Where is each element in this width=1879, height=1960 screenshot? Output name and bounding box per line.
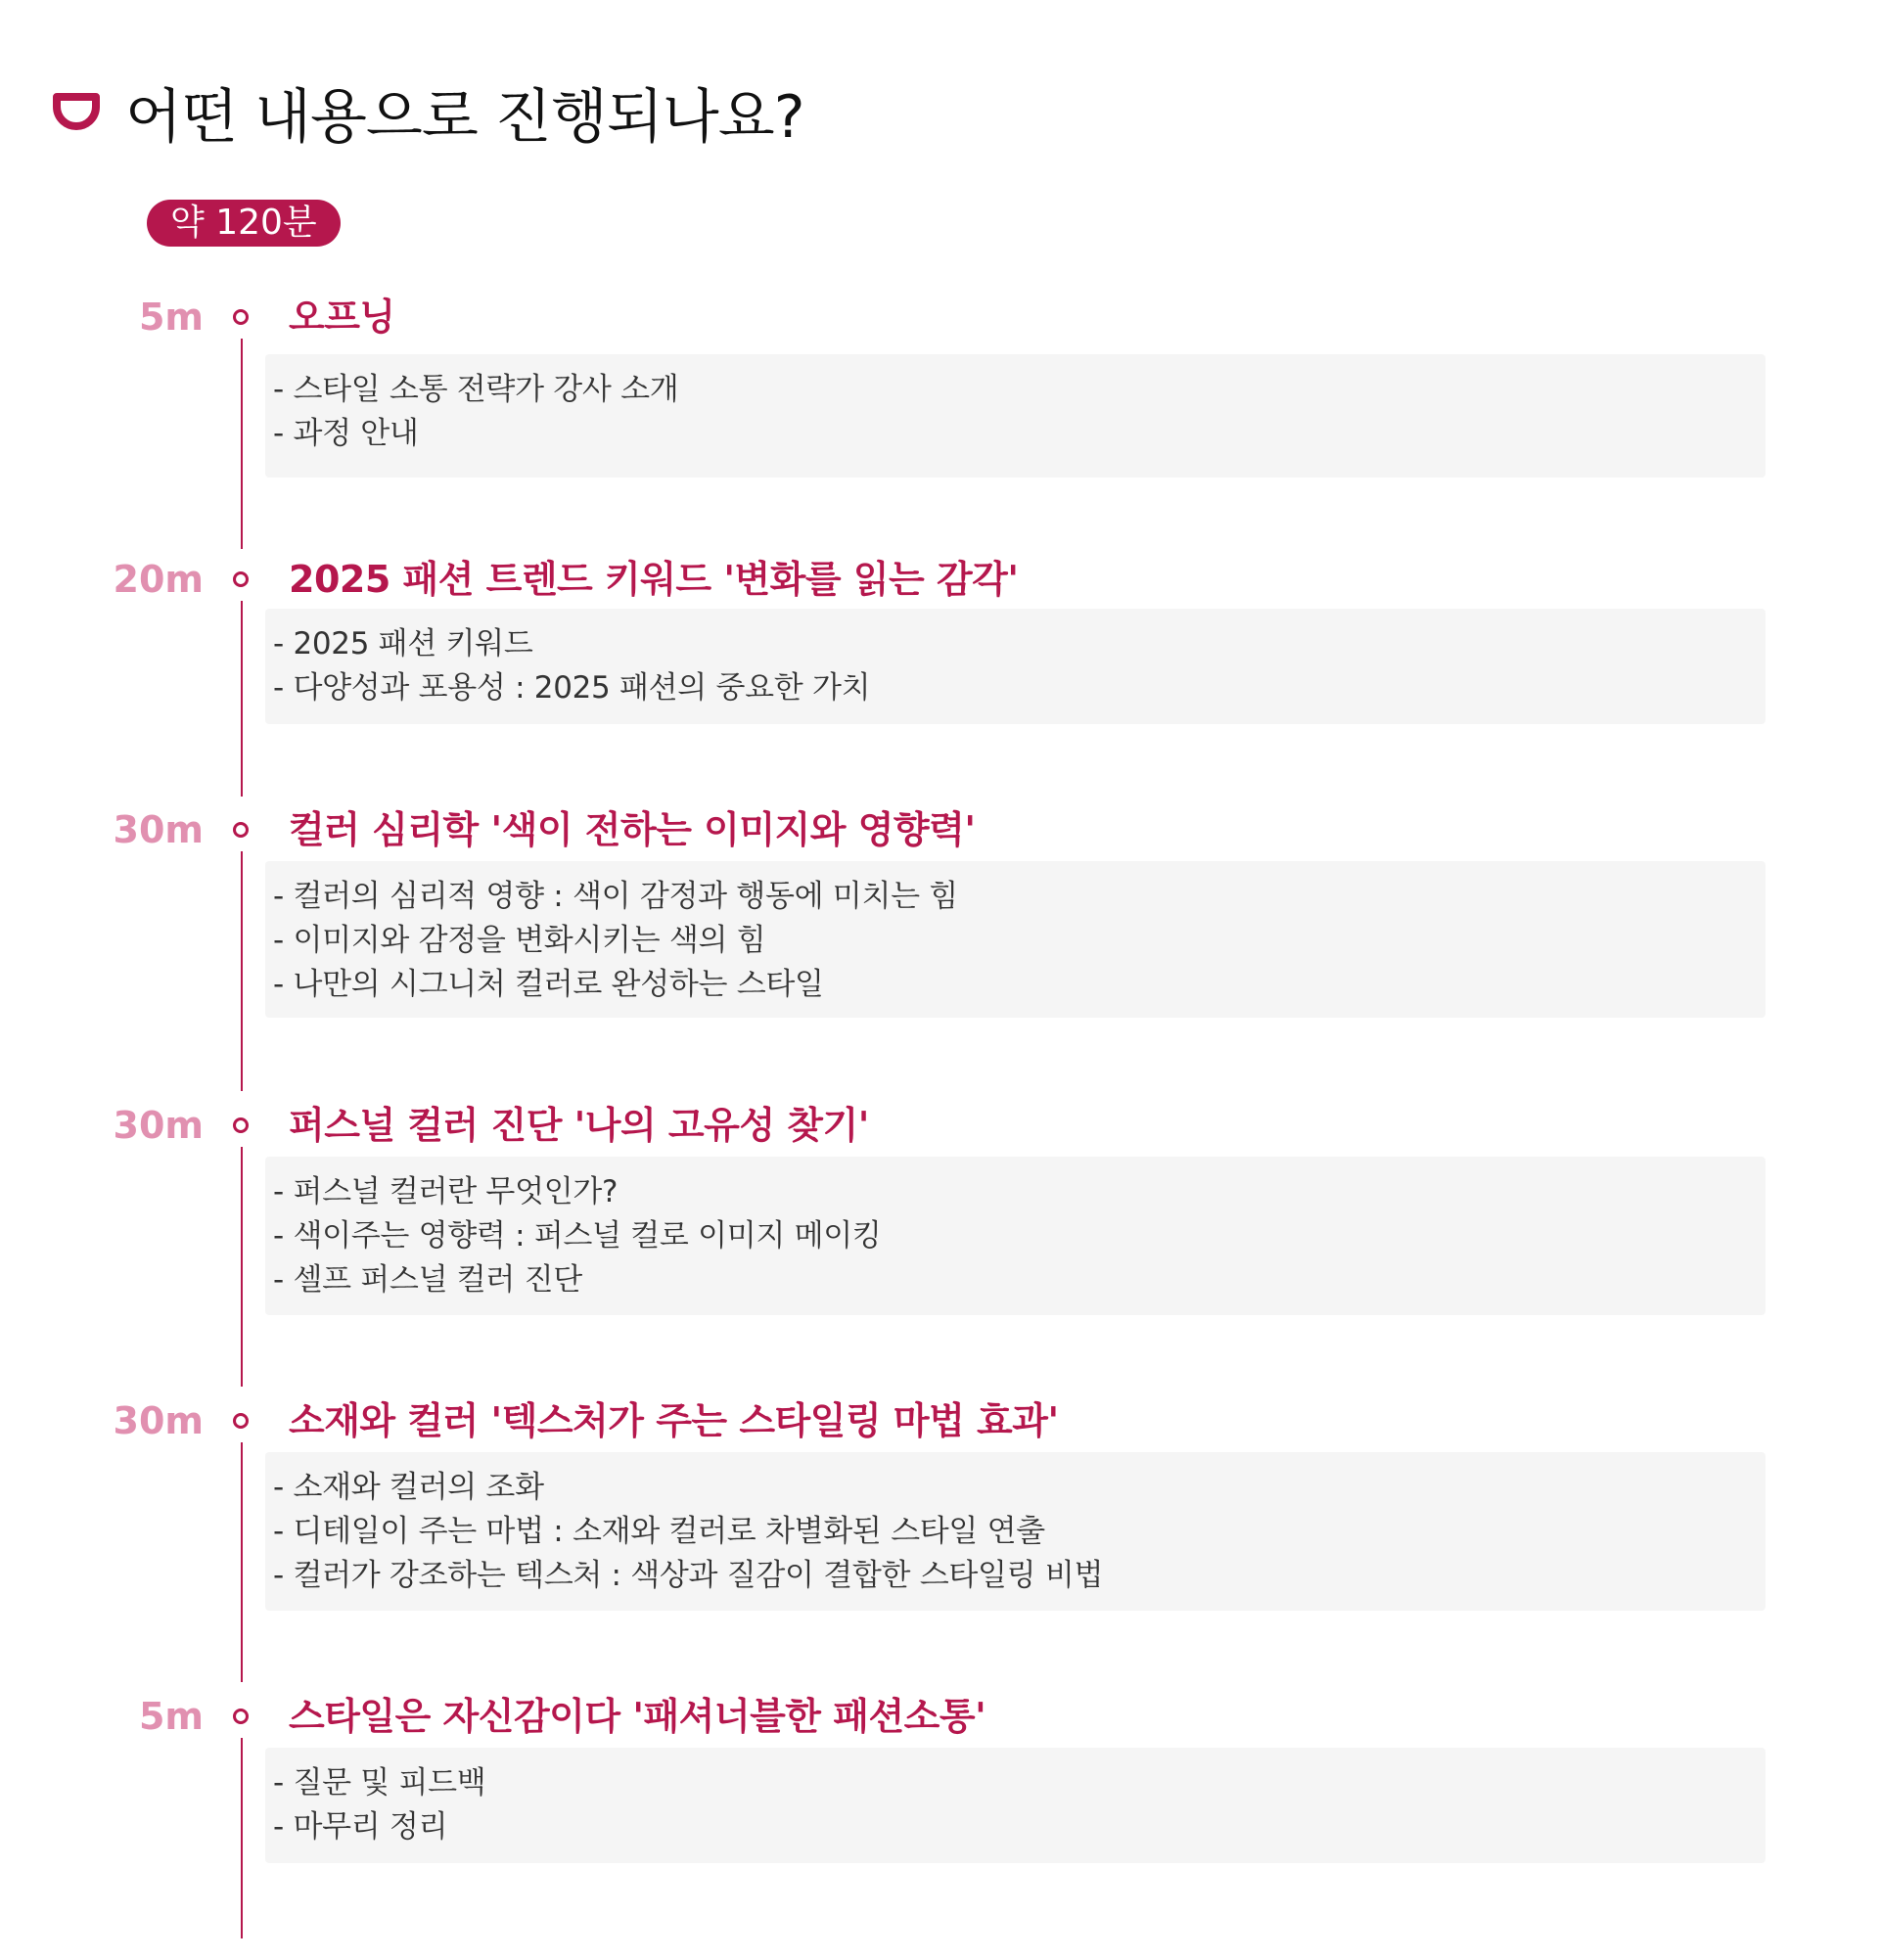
timeline-line — [241, 1147, 243, 1387]
timeline-dot-icon — [233, 309, 249, 325]
timeline-dot-icon — [233, 1413, 249, 1429]
list-item: - 2025 패션 키워드 — [273, 626, 533, 661]
list-item: - 디테일이 주는 마법 : 소재와 컬러로 차별화된 스타일 연출 — [273, 1514, 1045, 1549]
brand-logo-icon — [49, 85, 104, 140]
timeline-dot-icon — [233, 1117, 249, 1133]
section-title: 스타일은 자신감이다 '패셔너블한 패션소통' — [289, 1695, 986, 1738]
timeline-line — [241, 601, 243, 797]
section-content-box — [265, 861, 1765, 1018]
timeline-dot-icon — [233, 571, 249, 587]
list-item: - 색이주는 영향력 : 퍼스널 컬로 이미지 메이킹 — [273, 1218, 882, 1253]
section-content-box — [265, 609, 1765, 724]
section-duration: 20m — [113, 558, 204, 601]
timeline-line — [241, 1738, 243, 1938]
timeline-line — [241, 851, 243, 1091]
section-duration: 30m — [113, 1104, 204, 1147]
timeline-dot-icon — [233, 822, 249, 838]
list-item: - 질문 및 피드백 — [273, 1765, 486, 1800]
section-content-box — [265, 1452, 1765, 1611]
timeline-dot-icon — [233, 1709, 249, 1724]
section-title: 2025 패션 트렌드 키워드 '변화를 읽는 감각' — [289, 558, 1019, 601]
list-item: - 퍼스널 컬러란 무엇인가? — [273, 1174, 619, 1209]
total-duration-badge: 약 120분 — [147, 200, 341, 247]
list-item: - 셀프 퍼스널 컬러 진단 — [273, 1262, 582, 1298]
list-item: - 컬러가 강조하는 텍스처 : 색상과 질감이 결합한 스타일링 비법 — [273, 1558, 1104, 1593]
section-title: 퍼스널 컬러 진단 '나의 고유성 찾기' — [289, 1104, 869, 1147]
section-duration: 5m — [138, 1695, 204, 1738]
section-title: 컬러 심리학 '색이 전하는 이미지와 영향력' — [289, 808, 976, 851]
section-content-box — [265, 1748, 1765, 1863]
page-title: 어떤 내용으로 진행되나요? — [125, 83, 804, 152]
section-title: 오프닝 — [289, 296, 395, 339]
list-item: - 과정 안내 — [273, 416, 419, 451]
section-title: 소재와 컬러 '텍스처가 주는 스타일링 마법 효과' — [289, 1399, 1059, 1442]
list-item: - 이미지와 감정을 변화시키는 색의 힘 — [273, 923, 766, 958]
list-item: - 마무리 정리 — [273, 1809, 448, 1845]
list-item: - 컬러의 심리적 영향 : 색이 감정과 행동에 미치는 힘 — [273, 879, 958, 914]
list-item: - 스타일 소통 전략가 강사 소개 — [273, 372, 679, 407]
timeline-line — [241, 1442, 243, 1682]
section-content-box — [265, 1157, 1765, 1315]
section-duration: 30m — [113, 808, 204, 851]
section-duration: 30m — [113, 1399, 204, 1442]
header — [49, 70, 804, 155]
list-item: - 다양성과 포용성 : 2025 패션의 중요한 가치 — [273, 670, 871, 706]
timeline-line — [241, 339, 243, 549]
section-duration: 5m — [138, 296, 204, 339]
list-item: - 소재와 컬러의 조화 — [273, 1470, 544, 1505]
section-content-box — [265, 354, 1765, 478]
list-item: - 나만의 시그니처 컬러로 완성하는 스타일 — [273, 967, 824, 1002]
